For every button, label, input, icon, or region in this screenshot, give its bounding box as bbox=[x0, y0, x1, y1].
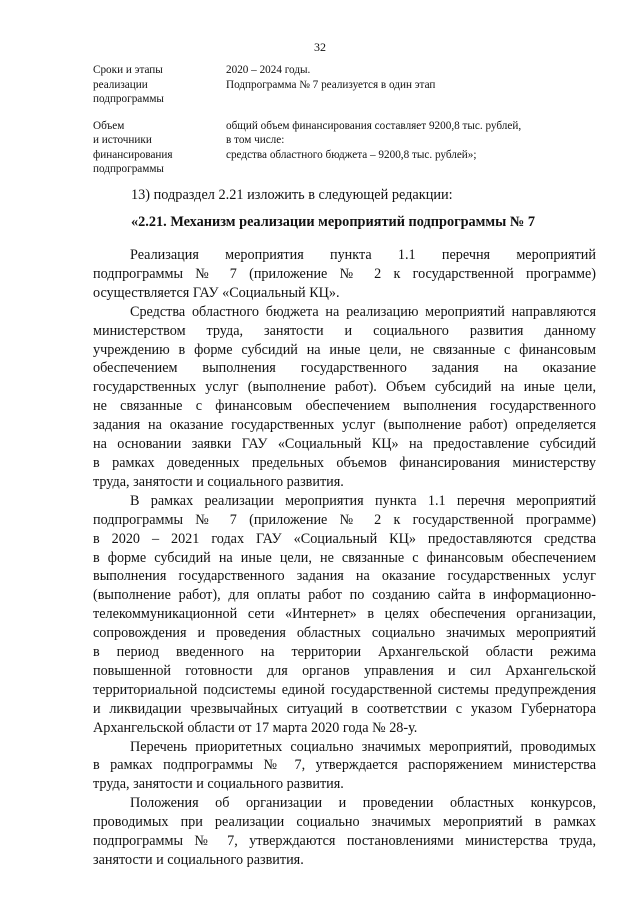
paragraph-line: проводимых при реализации социально значимых мероприятий в рамках bbox=[93, 814, 596, 831]
amendment-line: 13) подраздел 2.21 изложить в следующей редакции: bbox=[131, 187, 453, 203]
paragraph-line: в период введенного на территории Архангельской области режима bbox=[93, 644, 596, 661]
paragraph-line: в 2020 – 2021 годах ГАУ «Социальный КЦ» предоставляются средства bbox=[93, 530, 596, 547]
page-number: 32 bbox=[314, 40, 326, 54]
paragraph-line: учреждению в форме субсидий на иные цели, не связанные с финансовым bbox=[93, 341, 596, 358]
passport-row-label bbox=[93, 119, 226, 177]
paragraph-line: задания на оказание государственных услуг (выполнение работ) определяется bbox=[93, 417, 596, 434]
value-line: Подпрограмма № 7 реализуется в один этап bbox=[226, 78, 436, 91]
passport-table bbox=[93, 63, 583, 177]
paragraph bbox=[93, 303, 596, 492]
paragraph-line: осуществляется ГАУ «Социальный КЦ». bbox=[93, 284, 340, 301]
label-line: реализации bbox=[93, 78, 148, 91]
paragraph-line: в форме субсидий на иные цели, не связанные с финансовым обеспечением bbox=[93, 549, 596, 566]
paragraph-line: и ликвидации чрезвычайных ситуаций в соответствии с указом Губернатора bbox=[93, 700, 596, 717]
label-line: и источники bbox=[93, 134, 152, 146]
label-line: подпрограммы bbox=[93, 163, 164, 175]
paragraph-line: государственных услуг (выполнение работ). Объем субсидий на иные цели, bbox=[93, 379, 596, 396]
paragraph-line: обеспечением выполнения государственного задания на оказание bbox=[93, 360, 596, 377]
paragraph-line: Перечень приоритетных социально значимых мероприятий, проводимых bbox=[130, 738, 596, 755]
paragraph bbox=[93, 246, 596, 303]
value-line: в том числе: bbox=[226, 134, 285, 146]
paragraph-line: территориальной подсистемы единой государственной системы предупреждения bbox=[93, 681, 596, 698]
paragraph-line: на основании заявки ГАУ «Социальный КЦ» на предоставление субсидий bbox=[93, 436, 596, 453]
passport-row-value bbox=[226, 119, 583, 177]
document-body bbox=[93, 246, 596, 870]
value-line: общий объем финансирования составляет 9200,8 тыс. рублей, bbox=[226, 119, 522, 132]
paragraph-line: (выполнение работ), для оплаты работ по созданию сайта в информационно- bbox=[93, 587, 596, 604]
label-line: Сроки и этапы bbox=[93, 64, 163, 76]
passport-row-funding bbox=[93, 119, 583, 177]
paragraph-line: труда, занятости и социального развития. bbox=[93, 776, 344, 793]
paragraph-line: в рамках доведенных предельных объемов финансирования министерству bbox=[93, 454, 596, 471]
paragraph-line: Положения об организации и проведении областных конкурсов, bbox=[130, 795, 596, 812]
passport-row-timeline bbox=[93, 63, 583, 107]
paragraph bbox=[93, 794, 596, 870]
paragraph-line: подпрограммы № 7, утверждаются постановлениями министерства труда, bbox=[93, 833, 596, 850]
paragraph-line: телекоммуникационной сети «Интернет» в целях обеспечения организации, bbox=[93, 606, 596, 623]
paragraph-line: в рамках подпрограммы № 7, утверждается распоряжением министерства bbox=[93, 757, 596, 774]
label-line: финансирования bbox=[93, 148, 173, 161]
value-line: средства областного бюджета – 9200,8 тыс. рублей»; bbox=[226, 148, 477, 161]
paragraph-line: повышенной готовности для органов управления и сил Архангельской bbox=[93, 662, 596, 679]
paragraph-line: не связанные с финансовым обеспечением выполнения государственного bbox=[93, 398, 596, 415]
paragraph-line: занятости и социального развития. bbox=[93, 852, 304, 868]
passport-row-value bbox=[226, 63, 583, 107]
paragraph-line: Архангельской области от 17 марта 2020 года № 28-у. bbox=[93, 719, 418, 736]
paragraph bbox=[93, 738, 596, 795]
paragraph-line: выполнения государственного задания на оказание государственных услуг bbox=[93, 568, 596, 585]
paragraph bbox=[93, 492, 596, 738]
paragraph-line: сопровождения и проведения областных социально значимых мероприятий bbox=[93, 625, 596, 642]
paragraph-line: подпрограммы № 7 (приложение № 2 к государственной программе) bbox=[93, 265, 596, 282]
paragraph-line: министерством труда, занятости и социального развития данному bbox=[93, 322, 596, 339]
paragraph-line: Реализация мероприятия пункта 1.1 перечня мероприятий bbox=[130, 247, 596, 263]
label-line: подпрограммы bbox=[93, 93, 164, 105]
paragraph-line: В рамках реализации мероприятия пункта 1.1 перечня мероприятий bbox=[130, 492, 596, 509]
paragraph-line: Средства областного бюджета на реализацию мероприятий направляются bbox=[130, 303, 596, 320]
passport-row-label bbox=[93, 63, 226, 107]
label-line: Объем bbox=[93, 119, 125, 132]
paragraph-line: подпрограммы № 7 (приложение № 2 к государственной программе) bbox=[93, 511, 596, 528]
value-line: 2020 – 2024 годы. bbox=[226, 64, 311, 76]
paragraph-line: труда, занятости и социального развития. bbox=[93, 473, 344, 490]
section-heading: «2.21. Механизм реализации мероприятий подпрограммы № 7 bbox=[131, 214, 535, 230]
